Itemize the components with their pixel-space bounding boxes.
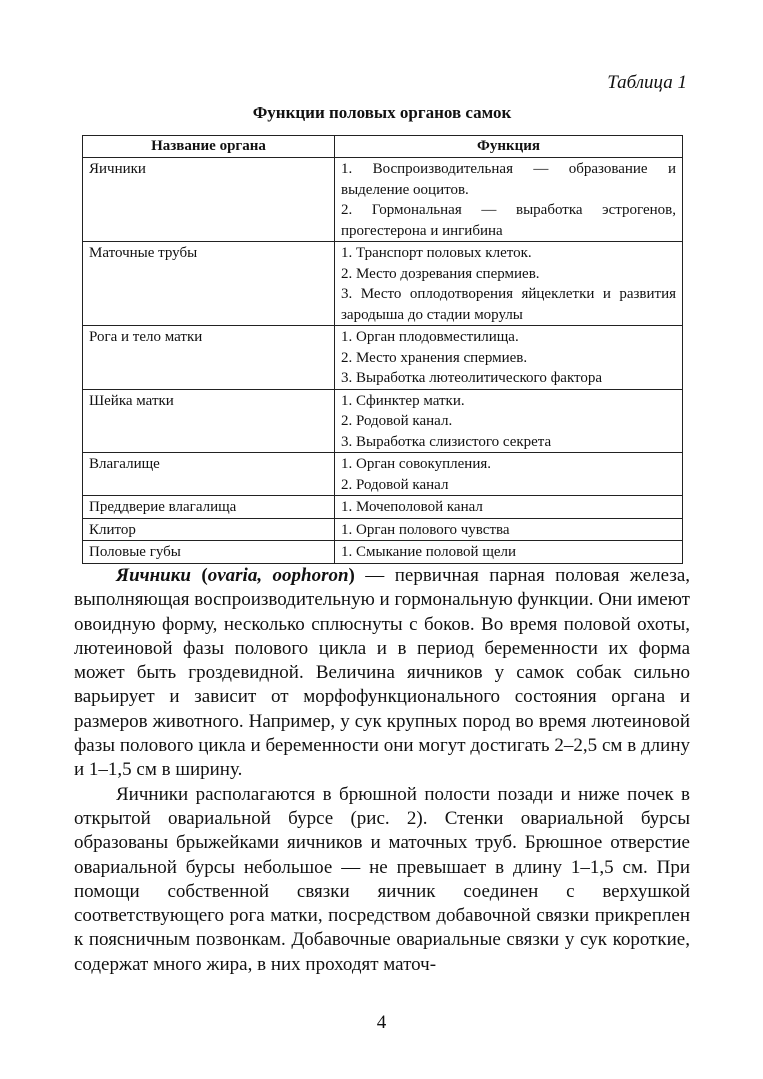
function-item: 1. Сфинктер матки. (341, 392, 465, 409)
table-row (83, 158, 683, 242)
functions-table (82, 135, 683, 564)
close-paren: ) (348, 565, 355, 586)
organ-cell: Клитор (83, 518, 335, 541)
table-header-row (83, 136, 683, 158)
header-function: Функция (335, 136, 683, 158)
function-cell (335, 496, 683, 519)
function-item: 3. Место оплодотворения яйцеклетки и развития зародыша до стадии морулы (341, 286, 676, 323)
table-row (83, 326, 683, 390)
organ-cell: Маточные трубы (83, 242, 335, 326)
organ-cell: Рога и тело матки (83, 326, 335, 390)
paragraph-ovaries-text: — первичная парная половая железа, выполняющая воспроизводительную и гормональную функции. Они имеют овоидную форму, несколько сплюснуты с боков. Во время половой охоты, лютеиновой фазы полового цикла и в период беременности их форма может быть гроздевидной. Величина яичников у самок собак сильно варьирует и зависит от морфофункционального состояния органа и размеров животного. Например, у сук крупных пород во время лютеиновой фазы полового цикла и беременности они могут достигать 2–2,5 см в длину и 1–1,5 см в ширину. (74, 565, 691, 781)
table-row (83, 518, 683, 541)
open-paren: ( (190, 565, 208, 586)
header-organ-name: Название органа (83, 136, 335, 158)
function-item: 1. Смыкание половой щели (341, 544, 517, 560)
table-title: Функции половых органов самок (252, 103, 512, 122)
paragraph-location: Яичники располагаются в брюшной полости позади и ниже почек в открытой овариальной бурсе (рис. 2). Стенки овариальной бурсы образованы брыжейками яичников и маточных труб. Брюшное отверстие овариальной бурсы небольшое — не превышает в длину 1–1,5 см. При помощи собственной связки яичник соединен с верхушкой соответствующего рога матки, посредством добавочной связки прикреплен к поясничным позвонкам. Добавочные овариальные связки у сук короткие, содержат много жира, в них проходят маточ- (74, 783, 690, 975)
table-row (83, 496, 683, 519)
organ-cell: Влагалище (83, 453, 335, 496)
term-ovaries: Яичники (116, 565, 191, 586)
function-item: 2. Гормональная — выработка эстрогенов, прогестерона и ингибина (341, 202, 676, 239)
function-cell (335, 158, 683, 242)
latin-term: ovaria, oophoron (207, 565, 349, 586)
function-item: 3. Выработка лютеолитического фактора (341, 370, 603, 386)
function-cell (335, 326, 683, 390)
function-item: 1. Орган полового чувства (341, 521, 510, 538)
function-item: 2. Место хранения спермиев. (341, 349, 528, 366)
organ-cell: Шейка матки (83, 389, 335, 453)
page-number: 4 (376, 1012, 387, 1033)
organ-cell: Яичники (83, 158, 335, 242)
paragraph-ovaries (74, 564, 690, 783)
organ-cell: Половые губы (83, 541, 335, 564)
function-cell (335, 389, 683, 453)
table-row (83, 541, 683, 564)
function-item: 1. Орган совокупления. (341, 456, 492, 472)
function-item: 2. Место дозревания спермиев. (341, 265, 540, 282)
organ-cell: Преддверие влагалища (83, 496, 335, 519)
function-cell (335, 242, 683, 326)
function-cell (335, 518, 683, 541)
table-label: Таблица 1 (607, 72, 687, 93)
body-text (74, 564, 690, 977)
function-item: 1. Мочеполовой канал (341, 499, 483, 515)
function-cell (335, 541, 683, 564)
function-item: 1. Транспорт половых клеток. (341, 245, 532, 261)
function-item: 2. Родовой канал (341, 476, 449, 493)
table-row (83, 453, 683, 496)
table-row (83, 389, 683, 453)
function-item: 1. Воспроизводительная — образование и выделение ооцитов. (341, 161, 676, 198)
function-cell (335, 453, 683, 496)
function-item: 2. Родовой канал. (341, 413, 453, 429)
function-item: 3. Выработка слизистого секрета (341, 433, 552, 450)
table-row (83, 242, 683, 326)
function-item: 1. Орган плодовместилища. (341, 329, 519, 345)
